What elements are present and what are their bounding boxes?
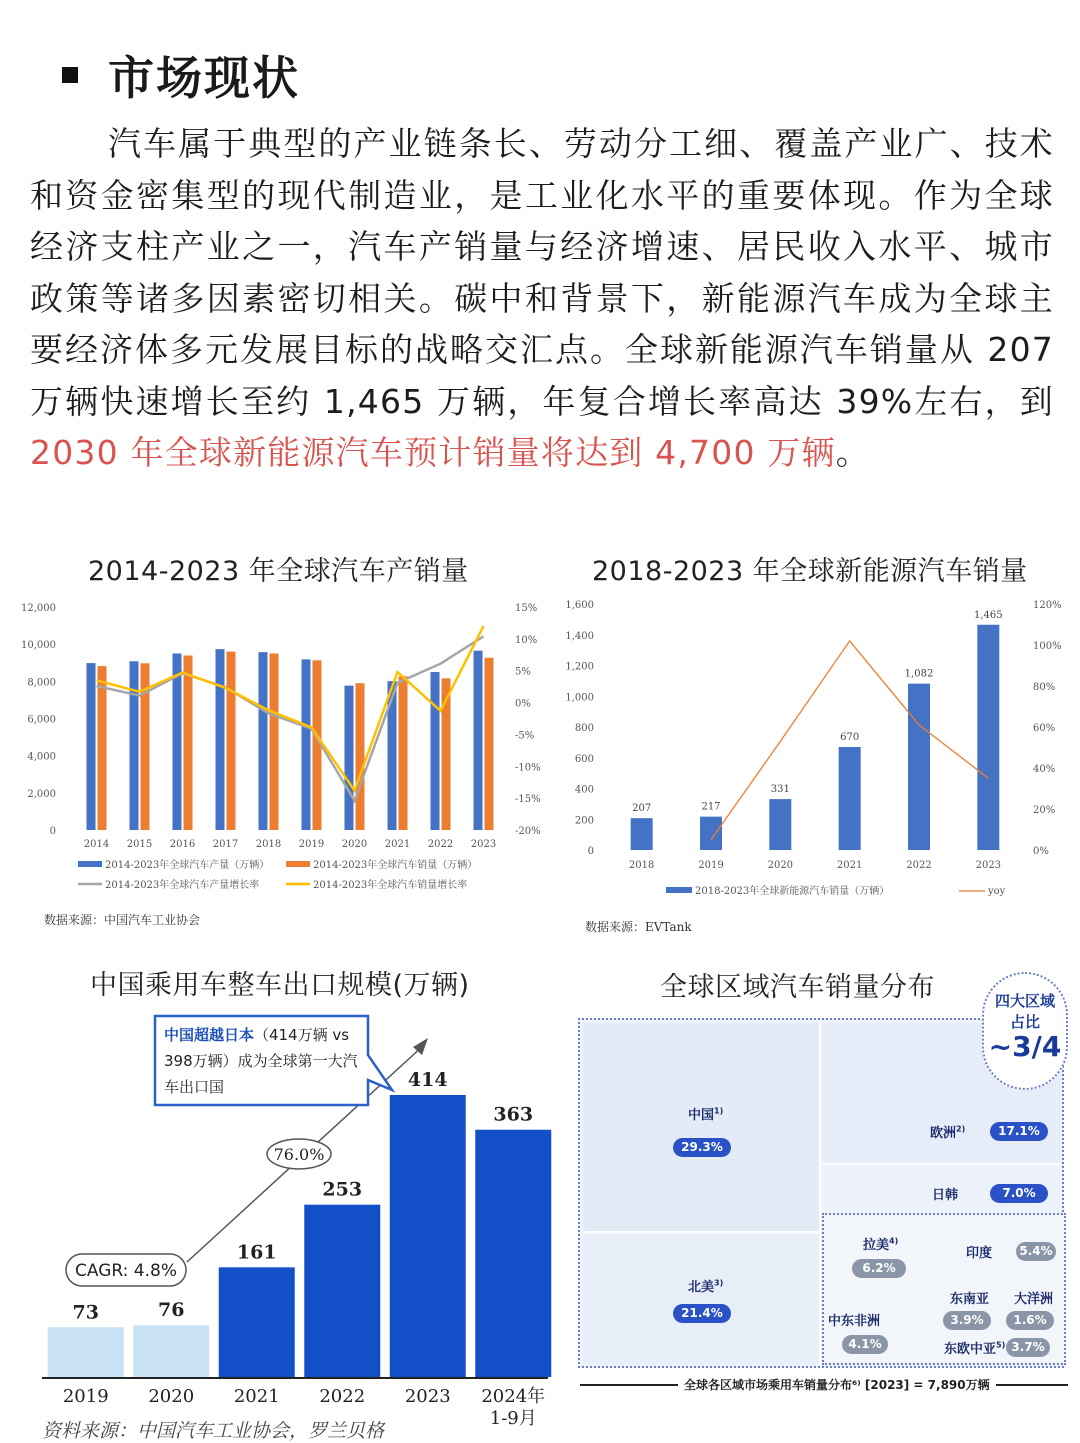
chart3-value-label: 161 bbox=[236, 1241, 277, 1264]
chart4-title: 全球区域汽车销量分布 bbox=[660, 972, 935, 1003]
chart2-bar bbox=[769, 799, 791, 850]
chart3-growth-pill bbox=[267, 1139, 331, 1169]
chart1-legend-swatch bbox=[286, 861, 310, 867]
chart3-value-label: 363 bbox=[493, 1103, 534, 1126]
chart2-bar bbox=[631, 818, 653, 850]
chart2-title: 2018-2023 年全球新能源汽车销量 bbox=[592, 556, 1028, 587]
chart1-bar bbox=[173, 653, 182, 830]
chart3-cagr-label: CAGR: 4.8% bbox=[75, 1261, 177, 1281]
region-name: 欧洲$^{2)}$ bbox=[930, 1124, 966, 1141]
chart3-x-tick: 2019 bbox=[62, 1386, 109, 1407]
chart1-line bbox=[97, 626, 484, 790]
region-name: 中国$^{1)}$ bbox=[688, 1106, 724, 1123]
chart2-y-tick: 800 bbox=[574, 723, 594, 734]
chart3-x-tick: 2022 bbox=[319, 1386, 366, 1407]
chart1-y2-tick: 10% bbox=[515, 634, 538, 646]
chart1-y2-tick: -20% bbox=[515, 826, 541, 837]
chart2-global-nev-sales bbox=[545, 590, 1080, 940]
region-share-pill: 29.3% bbox=[673, 1138, 731, 1157]
chart1-y2-tick: 0% bbox=[515, 698, 531, 710]
chart3-callout bbox=[155, 1016, 392, 1106]
paragraph-text: 汽车属于典型的产业链条长、劳动分工细、覆盖产业广、技术和资金密集型的现代制造业，是工业化水平的重要体现。作为全球经济支柱产业之一，汽车产销量与经济增速、居民收入水平、城市政策等诸多因素密切相关。碳中和背景下，新能源汽车成为全球主要经济体多元发展目标的战略交汇点。全球新能源汽车销量从 207 万辆快速增长至约 1,465 万辆，年复合增长率高达 39%左右，到 bbox=[30, 124, 1054, 421]
region-name: 大洋洲 bbox=[1014, 1292, 1054, 1307]
chart1-bar bbox=[130, 661, 139, 830]
region-share-pill: 6.2% bbox=[852, 1259, 906, 1278]
chart1-x-tick: 2022 bbox=[427, 839, 454, 850]
chart1-bar bbox=[431, 672, 440, 830]
chart1-x-tick: 2017 bbox=[212, 839, 239, 850]
region-footnote: 1) bbox=[714, 1106, 724, 1116]
section-heading bbox=[62, 40, 300, 110]
region-name: 日韩 bbox=[932, 1188, 959, 1203]
chart3-x-tick: 1-9月 bbox=[489, 1408, 537, 1429]
chart2-y2-tick: 20% bbox=[1033, 805, 1056, 816]
chart3-x-tick: 2020 bbox=[148, 1386, 195, 1407]
chart3-value-label: 253 bbox=[322, 1178, 363, 1201]
chart2-y2-tick: 0% bbox=[1033, 846, 1049, 857]
chart1-bar bbox=[399, 676, 408, 830]
chart2-y-tick: 200 bbox=[574, 815, 594, 827]
chart3-bar bbox=[304, 1205, 380, 1377]
square-bullet-icon bbox=[62, 67, 78, 83]
chart2-y-tick: 1,200 bbox=[565, 661, 594, 673]
region-name: 拉美$^{4)}$ bbox=[863, 1236, 899, 1253]
intro-paragraph bbox=[30, 118, 1054, 479]
chart1-bar bbox=[216, 649, 225, 830]
chart3-x-tick: 2023 bbox=[404, 1386, 451, 1407]
chart1-x-tick: 2020 bbox=[341, 839, 368, 850]
chart1-bar bbox=[345, 686, 354, 830]
region-share-pill: 3.9% bbox=[943, 1311, 991, 1330]
chart3-bar bbox=[133, 1325, 209, 1377]
chart4-region-share-treemap bbox=[578, 992, 1068, 1396]
chart1-y-tick: 8,000 bbox=[27, 677, 56, 689]
chart2-y-tick: 0 bbox=[587, 846, 594, 857]
chart2-x-tick: 2018 bbox=[628, 860, 655, 871]
chart3-bar bbox=[48, 1327, 124, 1377]
chart2-y-tick: 1,000 bbox=[565, 692, 594, 704]
region-name: 中东非洲 bbox=[828, 1314, 881, 1329]
chart3-value-label: 76 bbox=[158, 1299, 185, 1322]
chart2-y-tick: 600 bbox=[574, 753, 594, 765]
chart1-bar bbox=[87, 663, 96, 830]
four-regions-badge bbox=[982, 972, 1068, 1090]
region-name: 东欧中亚$^{5)}$ bbox=[944, 1340, 1006, 1357]
chart3-cagr-pill bbox=[66, 1254, 186, 1286]
region-share-pill: 4.1% bbox=[842, 1335, 888, 1354]
chart3-bar bbox=[219, 1267, 295, 1377]
chart1-bar bbox=[474, 651, 483, 830]
chart1-legend-label: 2014-2023年全球汽车销量（万辆） bbox=[313, 860, 478, 871]
paragraph-end: 。 bbox=[835, 433, 870, 472]
chart2-x-tick: 2020 bbox=[767, 860, 794, 871]
chart1-y-tick: 12,000 bbox=[21, 603, 56, 614]
region-cell-north-america bbox=[583, 1235, 821, 1365]
chart1-legend-label: 2014-2023年全球汽车产量（万辆） bbox=[105, 860, 270, 871]
chart1-title: 2014-2023 年全球汽车产销量 bbox=[88, 556, 469, 587]
chart2-value-label: 1,465 bbox=[974, 609, 1003, 621]
chart2-legend-label: 2018-2023年全球新能源汽车销量（万辆） bbox=[695, 886, 890, 897]
chart1-source: 数据来源：中国汽车工业协会 bbox=[44, 913, 201, 927]
region-share-pill: 21.4% bbox=[673, 1304, 731, 1323]
chart2-y-tick: 1,600 bbox=[565, 600, 594, 611]
chart2-value-label: 331 bbox=[770, 784, 790, 796]
chart2-bar bbox=[977, 625, 999, 850]
chart3-callout-text: （414万辆 vs 398万辆）成为全球第一大汽车出口国 bbox=[164, 1026, 358, 1096]
chart2-bar bbox=[839, 747, 861, 850]
chart2-value-label: 217 bbox=[701, 801, 721, 813]
chart2-y2-tick: 80% bbox=[1033, 682, 1056, 693]
chart2-bar bbox=[700, 817, 722, 850]
chart2-x-tick: 2019 bbox=[698, 860, 724, 871]
chart2-value-label: 670 bbox=[840, 731, 860, 743]
chart3-x-tick: 2024年 bbox=[481, 1386, 546, 1407]
chart1-x-tick: 2015 bbox=[126, 839, 153, 850]
chart1-bar bbox=[302, 659, 311, 830]
chart2-bar bbox=[908, 684, 930, 850]
chart2-y-tick: 400 bbox=[574, 784, 594, 796]
chart1-bar bbox=[356, 683, 365, 830]
chart1-bar bbox=[227, 652, 236, 830]
chart2-source: 数据来源：EVTank bbox=[585, 920, 692, 934]
chart1-y-tick: 0 bbox=[49, 826, 56, 837]
chart1-legend-swatch bbox=[78, 861, 102, 867]
chart1-y-tick: 10,000 bbox=[21, 640, 56, 652]
region-cell-china bbox=[583, 1023, 821, 1233]
region-footnote: 3) bbox=[714, 1278, 724, 1288]
chart1-global-auto-production-sales bbox=[0, 590, 545, 940]
chart1-x-tick: 2018 bbox=[255, 839, 282, 850]
chart1-y2-tick: 5% bbox=[515, 666, 531, 678]
chart1-x-tick: 2014 bbox=[83, 839, 110, 850]
chart3-source: 资料来源：中国汽车工业协会，罗兰贝格 bbox=[42, 1420, 385, 1442]
region-footnote: 4) bbox=[889, 1236, 899, 1246]
chart2-value-label: 207 bbox=[632, 803, 652, 815]
region-share-pill: 7.0% bbox=[990, 1184, 1048, 1203]
region-name: 北美$^{3)}$ bbox=[688, 1278, 724, 1295]
chart3-value-label: 414 bbox=[407, 1069, 448, 1091]
chart2-y2-tick: 100% bbox=[1033, 641, 1062, 652]
region-share-pill: 3.7% bbox=[1006, 1338, 1050, 1357]
region-name: 东南亚 bbox=[950, 1292, 990, 1307]
region-name: 印度 bbox=[966, 1246, 993, 1261]
chart1-y2-tick: -10% bbox=[515, 762, 541, 774]
chart1-x-tick: 2019 bbox=[298, 839, 325, 850]
badge-value: ~3/4 bbox=[988, 1030, 1062, 1063]
chart3-title: 中国乘用车整车出口规模(万辆) bbox=[90, 970, 470, 1001]
chart1-legend-label: 2014-2023年全球汽车产量增长率 bbox=[105, 880, 260, 891]
chart1-bar bbox=[270, 653, 279, 830]
badge-line2: 占比 bbox=[1009, 1013, 1040, 1031]
paragraph-highlight: 2030 年全球新能源汽车预计销量将达到 4,700 万辆 bbox=[30, 433, 836, 472]
region-share-pill: 17.1% bbox=[990, 1122, 1048, 1141]
chart2-y2-tick: 120% bbox=[1033, 600, 1062, 611]
chart1-y2-tick: 15% bbox=[515, 603, 538, 614]
chart1-y-tick: 4,000 bbox=[27, 751, 56, 763]
chart2-x-tick: 2023 bbox=[975, 860, 1002, 871]
chart2-value-label: 1,082 bbox=[904, 668, 934, 680]
chart2-legend-swatch bbox=[666, 887, 692, 893]
region-share-pill: 1.6% bbox=[1006, 1311, 1054, 1330]
treemap-footer: 全球各区域市场乘用车销量分布⁶⁾ [2023] = 7,890万辆 bbox=[678, 1376, 996, 1393]
chart2-legend-label: yoy bbox=[988, 886, 1006, 897]
chart1-y-tick: 2,000 bbox=[27, 788, 56, 800]
badge-line1: 四大区域 bbox=[994, 992, 1055, 1010]
chart1-bar bbox=[184, 656, 193, 830]
region-footnote: 5) bbox=[996, 1340, 1006, 1350]
chart1-x-tick: 2023 bbox=[470, 839, 497, 850]
chart2-y2-tick: 60% bbox=[1033, 723, 1056, 734]
chart1-bar bbox=[485, 658, 494, 830]
chart2-y-tick: 1,400 bbox=[565, 630, 594, 642]
chart2-x-tick: 2022 bbox=[906, 860, 932, 871]
chart2-y2-tick: 40% bbox=[1033, 764, 1056, 775]
chart3-callout-bold: 中国超越日本 bbox=[164, 1026, 255, 1044]
chart1-bar bbox=[98, 666, 107, 830]
chart3-value-label: 73 bbox=[72, 1301, 99, 1324]
chart2-x-tick: 2021 bbox=[836, 860, 863, 871]
chart3-bar bbox=[475, 1130, 551, 1377]
section-title: 市场现状 bbox=[108, 51, 300, 105]
region-share-pill: 5.4% bbox=[1016, 1242, 1056, 1261]
chart1-bar bbox=[259, 652, 268, 830]
region-footnote: 2) bbox=[956, 1124, 966, 1134]
chart1-y2-tick: -15% bbox=[515, 794, 541, 806]
chart1-x-tick: 2016 bbox=[169, 839, 196, 850]
chart3-x-tick: 2021 bbox=[233, 1386, 280, 1407]
chart1-y-tick: 6,000 bbox=[27, 714, 56, 726]
chart1-x-tick: 2021 bbox=[384, 839, 411, 850]
chart3-growth-label: 76.0% bbox=[273, 1145, 325, 1164]
chart3-china-car-exports bbox=[0, 1000, 560, 1443]
chart3-bar bbox=[390, 1095, 466, 1377]
chart1-legend-label: 2014-2023年全球汽车销量增长率 bbox=[313, 880, 468, 891]
chart1-y2-tick: -5% bbox=[515, 730, 535, 742]
